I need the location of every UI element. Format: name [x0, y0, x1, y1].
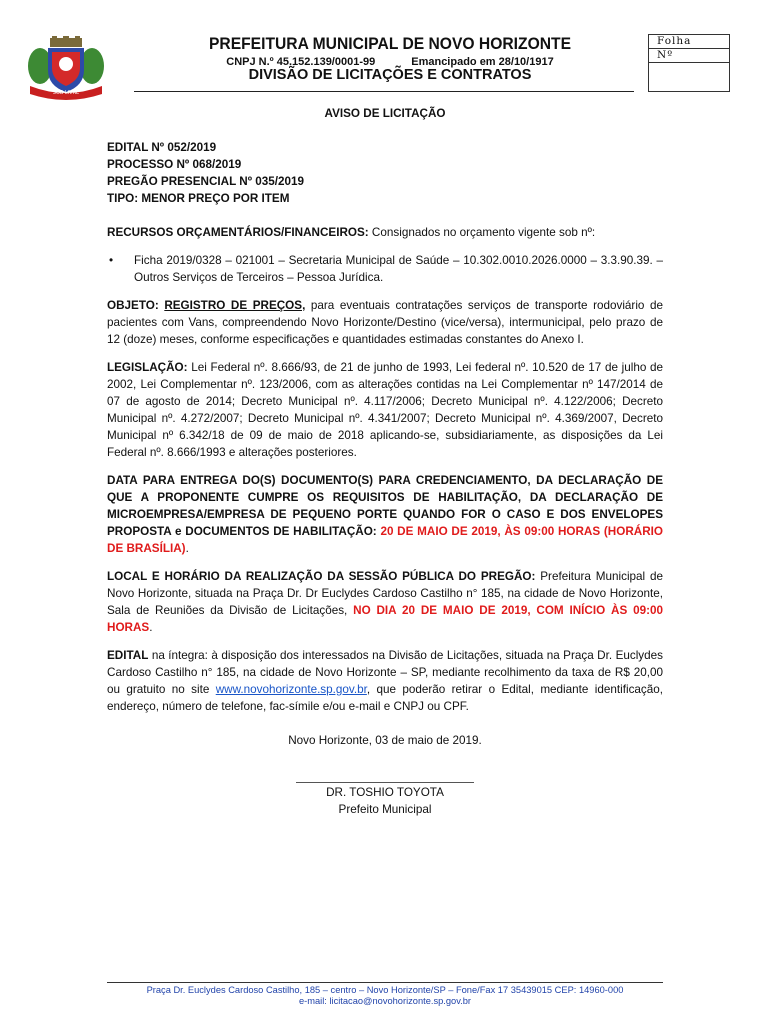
website-link[interactable]: www.novohorizonte.sp.gov.br	[215, 683, 367, 696]
cnpj-text: CNPJ N.º 45.152.139/0001-99	[226, 56, 376, 68]
recursos-text: Consignados no orçamento vigente sob nº:	[368, 226, 596, 239]
processo-number: PROCESSO Nº 068/2019	[107, 158, 242, 171]
bullet-marker: •	[109, 254, 114, 267]
data-entrega-paragraph	[107, 472, 663, 557]
folha-box	[648, 34, 730, 92]
edital-text-2: , que poderão retirar o Edital, mediante identificação, endereço, número de telefone, fac-símile e/ou e-mail e CNPJ ou CPF.	[107, 683, 664, 713]
objeto-underlined: REGISTRO DE PREÇOS,	[164, 299, 306, 312]
edital-text: na íntegra: à disposição dos interessados na Divisão de Licitações, situada na Praça Dr. Euclydes Cardoso Castilho n° 185, na cidade de Novo Horizonte – SP, mediante recolhimento da taxa de R$ 20,00 ou gratuito no site	[107, 649, 663, 696]
data-entrega-date: 20 DE MAIO DE 2019, ÀS 09:00 HORAS (HORÁRIO DE BRASÍLIA)	[107, 525, 663, 555]
header-division: DIVISÃO DE LICITAÇÕES E CONTRATOS	[248, 67, 532, 83]
ficha-bullet	[107, 252, 663, 286]
objeto-paragraph	[107, 297, 663, 348]
local-date: NO DIA 20 DE MAIO DE 2019, COM INÍCIO ÀS 09:00 HORAS	[107, 604, 663, 634]
edital-label: EDITAL	[107, 649, 149, 662]
municipal-crest-logo	[26, 36, 106, 100]
local-end: .	[149, 621, 153, 634]
local-text: Prefeitura Municipal de Novo Horizonte, situada na Praça Dr. Dr Euclydes Cardoso Castilho n° 185, na cidade de Novo Horizonte, Sala de Reuniões da Divisão de Licitações,	[107, 570, 663, 617]
signature-line	[296, 782, 474, 783]
recursos-label: RECURSOS ORÇAMENTÁRIOS/FINANCEIROS:	[107, 226, 369, 239]
footer	[60, 985, 710, 1007]
header-title: PREFEITURA MUNICIPAL DE NOVO HORIZONTE	[208, 34, 572, 53]
footer-address: Praça Dr. Euclydes Cardoso Castilho, 185 – centro – Novo Horizonte/SP – Fone/Fax 17 35439015 CEP: 14960-000	[146, 985, 624, 995]
date-line: Novo Horizonte, 03 de maio de 2019.	[288, 734, 482, 747]
edital-integra-paragraph	[107, 647, 663, 715]
footer-email: e-mail: licitacao@novohorizonte.sp.gov.br	[298, 996, 472, 1006]
emancipado-text: Emancipado em 28/10/1917	[411, 56, 554, 68]
document-body	[107, 105, 663, 818]
local-bold: LOCAL E HORÁRIO DA REALIZAÇÃO DA SESSÃO PÚBLICA DO PREGÃO:	[107, 570, 536, 583]
ficha-text: Ficha 2019/0328 – 021001 – Secretaria Municipal de Saúde – 10.302.0010.2026.0000 – 3.3.90.39. – Outros Serviços de Terceiros – Pessoa Jurídica.	[134, 254, 663, 284]
data-entrega-bold: DATA PARA ENTREGA DO(S) DOCUMENTO(S) PARA CREDENCIAMENTO, DA DECLARAÇÃO DE QUE A PROPONENTE CUMPRE OS REQUISITOS DE HABILITAÇÃO, DA DECLARAÇÃO DE MICROEMPRESA/EMPRESA DE PEQUENO PORTE QUANDO FOR O CASO E DOS ENVELOPES PROPOSTA e DOCUMENTOS DE HABILITAÇÃO:	[107, 474, 663, 538]
header-divider	[134, 91, 634, 92]
footer-divider	[107, 982, 663, 983]
legislacao-label: LEGISLAÇÃO:	[107, 361, 188, 374]
numero-label: Nº	[649, 49, 729, 63]
tipo-line: TIPO: MENOR PREÇO POR ITEM	[107, 192, 290, 205]
signer-name: DR. TOSHIO TOYOTA	[326, 786, 444, 799]
legislacao-text: Lei Federal nº. 8.666/93, de 21 de junho de 1993, Lei federal nº. 10.520 de 17 de julho de 2002, Lei Complementar nº. 123/2006, com as alterações contidas na Lei Complementar nº 147/2014 de 07 de agosto de 2014; Decreto Municipal nº. 4.117/2006; Decreto Municipal nº. 4.122/2006; Decreto Municipal nº. 4.272/2007; Decreto Municipal nº. 4.341/2007; Decreto Municipal nº. 4.369/2007, Decreto Municipal nº 6.342/18 de 09 de maio de 2018 aplicando-se, subsidiariamente, as disposições da Lei Federal nº. 8.666/1993 e alterações posteriores.	[107, 361, 663, 459]
objeto-label: OBJETO:	[107, 299, 159, 312]
recursos-paragraph	[107, 224, 663, 241]
crest-motto: SOB LIVRE	[52, 90, 80, 96]
edital-number: EDITAL Nº 052/2019	[107, 141, 217, 154]
local-paragraph	[107, 568, 663, 636]
signature-block	[107, 782, 663, 818]
data-entrega-end: .	[185, 542, 189, 555]
document-heading: AVISO DE LICITAÇÃO	[324, 107, 446, 120]
edital-block	[107, 139, 663, 207]
folha-label: Folha	[649, 35, 729, 49]
signer-title: Prefeito Municipal	[338, 803, 432, 816]
pregao-number: PREGÃO PRESENCIAL Nº 035/2019	[107, 175, 304, 188]
legislacao-paragraph	[107, 359, 663, 461]
objeto-text: para eventuais contratações serviços de transporte rodoviário de pacientes com Vans, compreendendo Novo Horizonte/Destino (vice/versa), intermunicipal, pelo prazo de 12 (doze) meses, conforme especificações e quantidades estimadas constantes do Anexo I.	[107, 299, 663, 346]
